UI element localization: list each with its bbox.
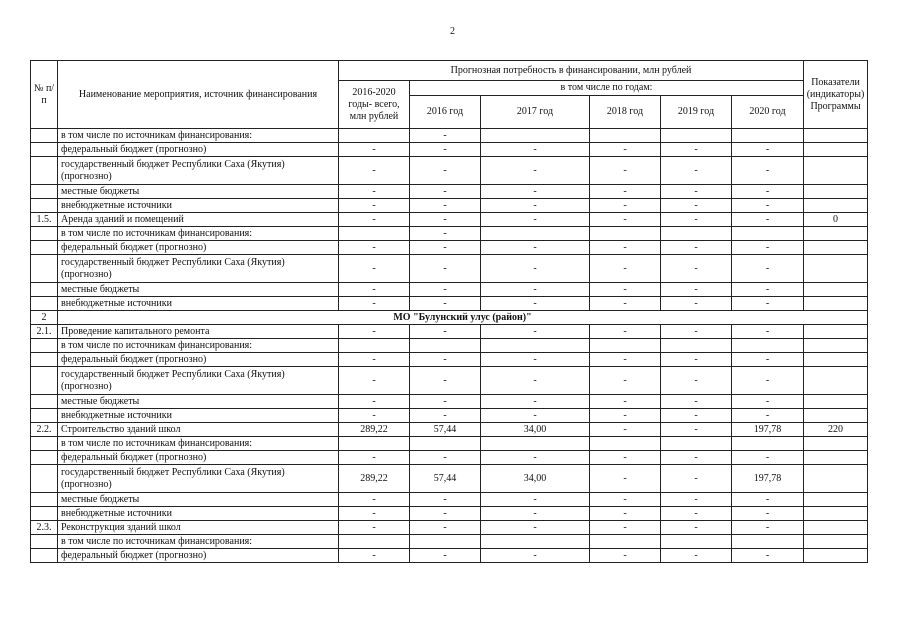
row-num [31, 339, 58, 353]
row-indicator [804, 199, 868, 213]
row-num: 2.3. [31, 521, 58, 535]
row-total: - [339, 157, 410, 185]
row-y2019: - [661, 367, 732, 395]
row-name: Реконструкция зданий школ [58, 521, 339, 535]
row-indicator [804, 157, 868, 185]
row-y2020: - [732, 199, 804, 213]
row-total: - [339, 451, 410, 465]
row-num [31, 409, 58, 423]
row-indicator [804, 493, 868, 507]
row-indicator: 0 [804, 213, 868, 227]
table-row [31, 283, 868, 297]
row-total [339, 437, 410, 451]
table-row [31, 353, 868, 367]
row-y2017: - [481, 213, 590, 227]
row-y2019: - [661, 353, 732, 367]
table-row [31, 143, 868, 157]
row-y2019: - [661, 395, 732, 409]
row-y2016: - [410, 213, 481, 227]
row-y2020: - [732, 521, 804, 535]
row-y2018: - [590, 297, 661, 311]
row-y2018 [590, 437, 661, 451]
row-num [31, 185, 58, 199]
row-name: федеральный бюджет (прогнозно) [58, 549, 339, 563]
row-num [31, 451, 58, 465]
row-y2016: - [410, 255, 481, 283]
row-y2018: - [590, 157, 661, 185]
row-total: - [339, 143, 410, 157]
row-indicator [804, 409, 868, 423]
table-row [31, 297, 868, 311]
row-indicator: 220 [804, 423, 868, 437]
row-indicator [804, 451, 868, 465]
row-name: в том числе по источникам финансирования: [58, 535, 339, 549]
row-y2020: - [732, 409, 804, 423]
section-title: МО "Булунский улус (район)" [58, 311, 868, 325]
row-total [339, 535, 410, 549]
row-y2017: 34,00 [481, 465, 590, 493]
row-name: государственный бюджет Республики Саха (Якутия) (прогнозно) [58, 367, 339, 395]
row-y2020: - [732, 143, 804, 157]
row-indicator [804, 143, 868, 157]
row-y2019: - [661, 521, 732, 535]
row-y2018: - [590, 213, 661, 227]
section-row [31, 311, 868, 325]
row-y2019: - [661, 241, 732, 255]
row-num [31, 199, 58, 213]
row-y2018: - [590, 199, 661, 213]
row-name: местные бюджеты [58, 395, 339, 409]
row-name: федеральный бюджет (прогнозно) [58, 143, 339, 157]
row-num [31, 535, 58, 549]
table-row [31, 213, 868, 227]
row-y2020 [732, 535, 804, 549]
row-num: 1.5. [31, 213, 58, 227]
row-num [31, 395, 58, 409]
row-total: - [339, 409, 410, 423]
row-y2018 [590, 339, 661, 353]
table-row [31, 465, 868, 493]
row-y2019: - [661, 493, 732, 507]
row-y2018: - [590, 185, 661, 199]
row-y2018 [590, 227, 661, 241]
row-num [31, 143, 58, 157]
row-indicator [804, 521, 868, 535]
row-num [31, 227, 58, 241]
table-row [31, 199, 868, 213]
row-indicator [804, 367, 868, 395]
row-y2020 [732, 339, 804, 353]
table-row [31, 339, 868, 353]
table-row [31, 325, 868, 339]
row-total: - [339, 493, 410, 507]
row-indicator [804, 395, 868, 409]
row-y2017: - [481, 199, 590, 213]
row-y2018: - [590, 549, 661, 563]
row-indicator [804, 507, 868, 521]
table-row [31, 493, 868, 507]
row-y2017: - [481, 143, 590, 157]
row-y2019: - [661, 423, 732, 437]
header-year-2020: 2020 год [732, 96, 804, 129]
row-indicator [804, 241, 868, 255]
row-total: - [339, 353, 410, 367]
row-name: государственный бюджет Республики Саха (Якутия) (прогнозно) [58, 255, 339, 283]
row-y2018: - [590, 423, 661, 437]
row-name: внебюджетные источники [58, 199, 339, 213]
row-total: 289,22 [339, 423, 410, 437]
header-year-2017: 2017 год [481, 96, 590, 129]
row-y2019: - [661, 549, 732, 563]
row-y2018: - [590, 367, 661, 395]
row-y2017: - [481, 507, 590, 521]
row-y2018 [590, 129, 661, 143]
row-name: местные бюджеты [58, 283, 339, 297]
row-y2020: - [732, 157, 804, 185]
row-name: в том числе по источникам финансирования: [58, 437, 339, 451]
row-y2017: - [481, 185, 590, 199]
row-y2019: - [661, 297, 732, 311]
row-y2016: - [410, 185, 481, 199]
row-y2016: - [410, 283, 481, 297]
row-y2016: - [410, 353, 481, 367]
row-y2016: 57,44 [410, 465, 481, 493]
row-num: 2.2. [31, 423, 58, 437]
row-y2020: - [732, 549, 804, 563]
header-year-2016: 2016 год [410, 96, 481, 129]
row-y2018: - [590, 395, 661, 409]
row-num: 2.1. [31, 325, 58, 339]
row-total: - [339, 185, 410, 199]
row-y2020: - [732, 297, 804, 311]
row-y2017: - [481, 283, 590, 297]
row-y2019: - [661, 185, 732, 199]
header-num: № п/п [31, 61, 58, 129]
row-name: федеральный бюджет (прогнозно) [58, 241, 339, 255]
row-y2017 [481, 437, 590, 451]
row-num [31, 465, 58, 493]
row-y2016: - [410, 227, 481, 241]
row-y2016: - [410, 143, 481, 157]
row-y2017: - [481, 157, 590, 185]
table-row [31, 241, 868, 255]
row-indicator [804, 297, 868, 311]
row-total: - [339, 521, 410, 535]
row-y2018: - [590, 143, 661, 157]
row-total: - [339, 297, 410, 311]
row-y2016 [410, 437, 481, 451]
row-y2017: 34,00 [481, 423, 590, 437]
row-total: - [339, 199, 410, 213]
row-name: внебюджетные источники [58, 507, 339, 521]
row-total: - [339, 283, 410, 297]
row-num [31, 493, 58, 507]
row-y2020 [732, 437, 804, 451]
row-y2017: - [481, 549, 590, 563]
header-year-2019: 2019 год [661, 96, 732, 129]
row-y2020 [732, 129, 804, 143]
table-row [31, 451, 868, 465]
row-num [31, 507, 58, 521]
row-indicator [804, 325, 868, 339]
row-total [339, 129, 410, 143]
row-y2016: - [410, 367, 481, 395]
row-num [31, 129, 58, 143]
row-y2020: 197,78 [732, 465, 804, 493]
row-total: - [339, 507, 410, 521]
row-y2019: - [661, 451, 732, 465]
row-indicator [804, 549, 868, 563]
row-y2018: - [590, 241, 661, 255]
row-y2018: - [590, 451, 661, 465]
row-total: - [339, 255, 410, 283]
row-y2020: - [732, 283, 804, 297]
row-y2020: - [732, 507, 804, 521]
row-y2016 [410, 535, 481, 549]
row-y2016: - [410, 241, 481, 255]
table-row [31, 521, 868, 535]
row-y2017: - [481, 353, 590, 367]
row-y2018: - [590, 409, 661, 423]
row-y2017: - [481, 241, 590, 255]
row-total: - [339, 241, 410, 255]
row-total: - [339, 367, 410, 395]
row-y2017 [481, 227, 590, 241]
row-y2019: - [661, 409, 732, 423]
row-y2020: - [732, 185, 804, 199]
table-row [31, 227, 868, 241]
header-name: Наименование мероприятия, источник финансирования [58, 61, 339, 129]
row-y2020: - [732, 353, 804, 367]
row-y2016: - [410, 521, 481, 535]
row-y2017: - [481, 395, 590, 409]
row-indicator [804, 227, 868, 241]
table-row [31, 129, 868, 143]
row-num [31, 157, 58, 185]
row-y2018: - [590, 465, 661, 493]
row-num [31, 437, 58, 451]
row-total [339, 339, 410, 353]
row-name: государственный бюджет Республики Саха (Якутия) (прогнозно) [58, 465, 339, 493]
row-y2019: - [661, 143, 732, 157]
row-y2018 [590, 535, 661, 549]
row-total [339, 227, 410, 241]
table-row [31, 507, 868, 521]
row-y2017: - [481, 325, 590, 339]
row-name: в том числе по источникам финансирования: [58, 227, 339, 241]
row-name: Проведение капитального ремонта [58, 325, 339, 339]
row-y2020: - [732, 213, 804, 227]
row-indicator [804, 535, 868, 549]
row-y2016: - [410, 199, 481, 213]
row-total: - [339, 395, 410, 409]
row-name: государственный бюджет Республики Саха (Якутия) (прогнозно) [58, 157, 339, 185]
row-num [31, 297, 58, 311]
row-y2016 [410, 339, 481, 353]
row-y2016: - [410, 493, 481, 507]
row-y2018: - [590, 493, 661, 507]
row-name: федеральный бюджет (прогнозно) [58, 353, 339, 367]
row-y2020: - [732, 367, 804, 395]
row-y2016: - [410, 507, 481, 521]
row-num [31, 283, 58, 297]
row-indicator [804, 255, 868, 283]
row-y2016: - [410, 451, 481, 465]
table-row [31, 367, 868, 395]
table-row [31, 423, 868, 437]
row-y2017: - [481, 521, 590, 535]
row-num [31, 367, 58, 395]
row-y2016: 57,44 [410, 423, 481, 437]
table-row [31, 437, 868, 451]
row-y2019 [661, 535, 732, 549]
row-y2019: - [661, 255, 732, 283]
header-group: Прогнозная потребность в финансировании, млн рублей [339, 61, 804, 81]
row-y2017: - [481, 255, 590, 283]
row-num [31, 549, 58, 563]
row-total: - [339, 213, 410, 227]
table-row [31, 409, 868, 423]
row-y2019 [661, 227, 732, 241]
row-y2020: - [732, 241, 804, 255]
row-name: местные бюджеты [58, 493, 339, 507]
row-name: в том числе по источникам финансирования: [58, 129, 339, 143]
row-y2017 [481, 339, 590, 353]
table-row [31, 185, 868, 199]
row-total: 289,22 [339, 465, 410, 493]
table-row [31, 549, 868, 563]
header-year-2018: 2018 год [590, 96, 661, 129]
row-y2020: - [732, 493, 804, 507]
row-num [31, 241, 58, 255]
row-y2016: - [410, 549, 481, 563]
row-name: местные бюджеты [58, 185, 339, 199]
row-y2017: - [481, 297, 590, 311]
row-indicator [804, 339, 868, 353]
row-y2019: - [661, 283, 732, 297]
row-y2017: - [481, 367, 590, 395]
table-row [31, 535, 868, 549]
row-y2020: - [732, 255, 804, 283]
row-y2018: - [590, 521, 661, 535]
row-total: - [339, 325, 410, 339]
row-name: внебюджетные источники [58, 297, 339, 311]
page-number: 2 [450, 26, 455, 37]
row-y2020: - [732, 451, 804, 465]
row-total: - [339, 549, 410, 563]
row-num: 2 [31, 311, 58, 325]
table-row [31, 157, 868, 185]
row-y2018: - [590, 325, 661, 339]
row-indicator [804, 437, 868, 451]
row-y2018: - [590, 507, 661, 521]
row-name: внебюджетные источники [58, 409, 339, 423]
header-indicators: Показатели (индикаторы) Программы [804, 61, 868, 129]
row-name: в том числе по источникам финансирования: [58, 339, 339, 353]
row-y2017 [481, 129, 590, 143]
row-y2019: - [661, 199, 732, 213]
table-row [31, 395, 868, 409]
row-name: федеральный бюджет (прогнозно) [58, 451, 339, 465]
header-total: 2016-2020 годы- всего, млн рублей [339, 81, 410, 129]
row-y2017: - [481, 409, 590, 423]
row-y2018: - [590, 255, 661, 283]
row-y2019: - [661, 507, 732, 521]
row-y2020: - [732, 395, 804, 409]
row-indicator [804, 465, 868, 493]
row-y2019: - [661, 157, 732, 185]
row-name: Аренда зданий и помещений [58, 213, 339, 227]
row-indicator [804, 129, 868, 143]
header-subgroup: в том числе по годам: [410, 81, 804, 96]
row-y2017: - [481, 493, 590, 507]
row-y2020: 197,78 [732, 423, 804, 437]
row-y2017 [481, 535, 590, 549]
row-y2019: - [661, 325, 732, 339]
row-indicator [804, 283, 868, 297]
row-y2016: - [410, 157, 481, 185]
row-y2018: - [590, 353, 661, 367]
row-y2016: - [410, 395, 481, 409]
row-y2016: - [410, 325, 481, 339]
row-y2019: - [661, 213, 732, 227]
row-y2018: - [590, 283, 661, 297]
row-y2019 [661, 129, 732, 143]
row-y2017: - [481, 451, 590, 465]
row-y2019: - [661, 465, 732, 493]
row-name: Строительство зданий школ [58, 423, 339, 437]
financing-table [30, 60, 868, 563]
row-indicator [804, 353, 868, 367]
row-y2020 [732, 227, 804, 241]
row-y2020: - [732, 325, 804, 339]
row-indicator [804, 185, 868, 199]
row-y2016: - [410, 129, 481, 143]
row-num [31, 353, 58, 367]
table-row [31, 255, 868, 283]
row-y2016: - [410, 297, 481, 311]
row-y2019 [661, 339, 732, 353]
row-y2019 [661, 437, 732, 451]
row-num [31, 255, 58, 283]
row-y2016: - [410, 409, 481, 423]
